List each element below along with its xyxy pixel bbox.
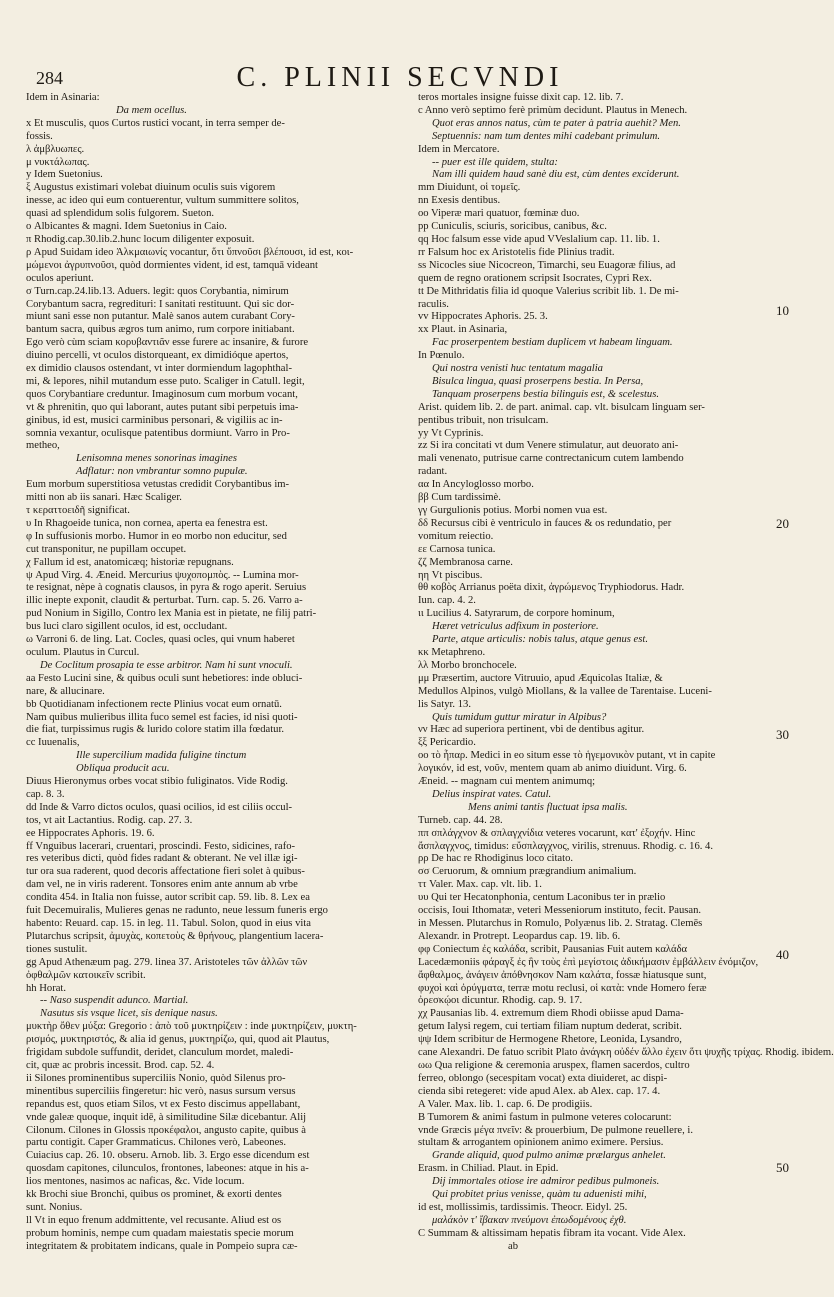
text-line: c Anno verò septimo ferè primùm decidunt. Plautus in Menech.	[418, 104, 688, 116]
text-line: Ille supercilium madida fuligine tinctum	[76, 750, 247, 762]
text-line: Cilonum. Cilones in Glossis προκέφαλοι, angusto capite, quibus à	[26, 1124, 306, 1136]
text-line: ginibus, id est, musici carminibus personari, & vigiliis ac in-	[26, 414, 283, 426]
text-line: ferreo, oblongo (secespitam vocat) exta diuideret, ac dispi-	[418, 1072, 668, 1084]
text-line: χχ Pausanias lib. 4. extremum diem Rhodi obiisse apud Dama-	[418, 1008, 684, 1020]
text-line: ττ Valer. Max. cap. vlt. lib. 1.	[418, 879, 542, 891]
text-line: vt & phrenitin, quo qui laborant, autes putant sibi perpetuis ima-	[26, 401, 299, 413]
text-line: oo Viperæ mari quatuor, fœminæ duo.	[418, 208, 580, 220]
text-line: ηη Vt piscibus.	[418, 569, 483, 581]
text-line: A Valer. Max. lib. 1. cap. 6. De prodigiis.	[418, 1098, 593, 1110]
text-line: mm Diuidunt, οἱ τομεῖς.	[418, 182, 521, 194]
text-line: ἄσπλαγχνος, timidus: εὔσπλαγχνος, virilis, strenuus. Rhodig. c. 16. 4.	[418, 840, 713, 852]
text-line: Obliqua producit acu.	[76, 763, 170, 775]
text-line: stultam & arrogantem opinionem animo eximere. Persius.	[418, 1137, 664, 1149]
text-line: cut transponitur, ne pupillam occupet.	[26, 543, 187, 555]
text-line: Quot eras annos natus, cùm te pater à patria auehit? Men.	[432, 117, 681, 129]
text-line: y Idem Suetonius.	[26, 169, 103, 181]
text-line: Nam illi quidem haud sanè diu est, cùm dentes exciderunt.	[432, 169, 680, 181]
text-line: cit, quæ ac probris incessit. Brod. cap. 52. 4.	[26, 1059, 215, 1071]
text-line: quasi ad splendidum solis fulgorem. Sueton.	[26, 208, 215, 220]
text-line: getum Ialysi regem, cui tertiam filiam nuptum dederat, scribit.	[418, 1021, 682, 1033]
page-header	[30, 62, 770, 96]
margin-line-number: 40	[776, 947, 789, 962]
text-line: π Rhodig.cap.30.lib.2.hunc locum diligenter exposuit.	[26, 233, 255, 245]
text-line: inesse, ac ideo qui eum contuerentur, vultum summittere solitos,	[26, 195, 299, 207]
text-line: bb Quotidianam infectionem recte Plinius vocat eum ornatū.	[26, 698, 282, 710]
text-line: occisis, Ioui Ithomatæ, veteri Messeniorum instituto, fecit. Pausan.	[418, 905, 702, 917]
text-line: qq Hoc falsum esse vide apud VVeslalium cap. 11. lib. 1.	[418, 233, 660, 245]
text-line: Hæret vetriculus adfixum in posteriore.	[432, 621, 599, 633]
running-title: C. PLINII SECVNDI	[236, 62, 564, 93]
text-line: fuit Decemuiralis, Mulieres genas ne radunto, neue lessum funeris ergo	[26, 905, 328, 917]
text-line: μ νυκτάλωπας.	[26, 156, 90, 168]
text-line: tos, vt ait Lactantius. Rodig. cap. 27. 3.	[26, 814, 193, 826]
text-line: τ κεραττοειδῆ significat.	[26, 505, 130, 516]
text-line: νν Hæc ad superiora pertinent, vbi de dentibus agitur.	[418, 724, 645, 736]
text-line: id est, mollissimis, tardissimis. Theocr. Eidyl. 25.	[418, 1201, 628, 1213]
text-line: γγ Gurgulionis potius. Morbi nomen vua est.	[418, 505, 608, 516]
text-line: Da mem ocellus.	[116, 104, 187, 116]
margin-line-number: 20	[776, 516, 789, 531]
text-line: somnia vexantur, oculisque patentibus dormiunt. Varro in Pro-	[26, 427, 290, 439]
left-column	[26, 92, 371, 1254]
text-line: pud Nonium in Sigillo, Contro lex Mania est in pietate, ne filij patri-	[26, 608, 317, 620]
text-line: lios mentones, nasimos ac naficas, &c. Vide locum.	[26, 1176, 245, 1188]
text-line: Alexandr. in Protrept. Leopardus cap. 19. lib. 6.	[418, 930, 621, 942]
text-line: vnde Græcis μέγα πνεῖν: & prouerbium, De pulmone reuellere, i.	[418, 1124, 693, 1136]
text-line: quos Corybantiare creduntur. Imaginosum cum morbum vocant,	[26, 388, 298, 400]
text-line: integritatem & probitatem indicans, quale in Pompeio supra cæ-	[26, 1240, 298, 1252]
text-line: ff Vnguibus lacerari, cruentari, proscindi. Festo, sidicines, rafo-	[26, 840, 296, 852]
text-line: Arist. quidem lib. 2. de part. animal. cap. vlt. bisulcam linguam ser-	[418, 401, 705, 413]
text-line: ss Nicocles siue Nicocreon, Timarchi, seu Euagoræ filius, ad	[418, 259, 676, 271]
text-line: quem de regno orationem scripsit Isocrates, Cypri Rex.	[418, 272, 652, 284]
text-line: Lacedæmoniis φάραγξ ἐς ἣν τοὺς ἐπὶ μεγίστοις ἀδικήμασιν ἐμβάλλειν ἐνόμιζον,	[418, 956, 759, 968]
text-line: θθ κοβὸς Arrianus poëta dixit, ἀγρώμενος Tryphiodorus. Hadr.	[418, 582, 685, 594]
text-line: tt De Mithridatis filia id quoque Valerius scribit lib. 1. De mi-	[418, 285, 679, 297]
text-line: ἄφθαλμος, ἀνάγειν ἀπόθνησκον Nam καλάτα, fossæ hiatusque sunt,	[418, 969, 707, 981]
text-line: Corybantum sacra, regredituri: I sanitati restituunt. Qui sic dor-	[26, 298, 295, 310]
text-line: yy Vt Cyprinis.	[418, 427, 484, 439]
text-line: cane Alexandri. De fatuo scribit Plato ἀνάγκη οὐδέν ἄλλο ἐχειν ὅτι ψυχῆς τρίχας. Rhodig. ibidem.	[418, 1047, 834, 1059]
text-line: μαλάκὸν τ' ἴβακαν πνεύμονι ἐπωδομένους ἐχθ.	[432, 1214, 627, 1226]
text-line: Bisulca lingua, quasi proserpens bestia. In Persa,	[432, 375, 644, 387]
text-line: Nam quibus mulieribus illita fuco semel est facies, id nisi quoti-	[26, 711, 298, 723]
text-line: δδ Recursus cibi è ventriculo in fauces & os redundatio, per	[418, 517, 672, 529]
text-line: Plutarchus scripsit, ἀμυχὰς, κοπετοὺς & θρήνους, plangentium lacera-	[26, 930, 324, 942]
text-line: ll Vt in equo frenum addmittente, vel recusante. Aliud est os	[26, 1214, 282, 1226]
text-line: μυκτὴρ ὄθεν μύξα: Gregorio : ἀπὸ τοῦ μυκτηρίζειν : inde μυκτηρίζειν, μυκτη-	[26, 1021, 357, 1033]
text-line: -- puer est ille quidem, stulta:	[432, 156, 558, 168]
text-line: χ Fallum id est, anatomicæq; historiæ repugnans.	[26, 556, 234, 568]
text-line: res veteribus dicti, quòd fides radant & obterant. Ne vel illæ igi-	[26, 853, 298, 865]
text-line: μώμενοι ἀγρυπνοῦσι, quòd dormientes vident, id est, tamquā videant	[26, 259, 318, 271]
text-line: hh Horat.	[26, 982, 67, 994]
page-number: 284	[36, 68, 63, 88]
text-line: Iun. cap. 4. 2.	[418, 595, 476, 607]
text-line: die fiat, turpissimus rugis & lurido colore statim illa fœdatur.	[26, 724, 285, 736]
text-line: condita 454. in Italia non fuisse, autor scribit cap. 59. lib. 8. Lex ea	[26, 892, 310, 904]
text-line: fossis.	[26, 130, 53, 142]
text-line: ψψ Idem scribitur de Hermogene Rhetore, Leonida, Lysandro,	[418, 1034, 682, 1046]
text-line: ὀφθαλμῶν κατοικεῖν scribit.	[26, 969, 146, 981]
margin-line-number: 50	[776, 1160, 789, 1175]
text-line: oculos aperiunt.	[26, 272, 94, 284]
text-line: mali venenato, putrisue carne contrectanicum cutem lambendo	[418, 453, 684, 465]
text-line: σ Turn.cap.24.lib.13. Aduers. legit: quos Corybantia, nimirum	[26, 285, 289, 297]
text-line: ρισμός, μυκτηριστός, & alia id genus, μυκτηρίζω, qui, quod ait Plautus,	[26, 1034, 330, 1046]
text-line: ο Albicantes & magni. Idem Suetonius in Caio.	[26, 221, 227, 233]
text-line: dam vel, ne in viris raderent. Tonsores enim ante annum ab vrbe	[26, 879, 298, 891]
text-line: ωω Qua religione & ceremonia aruspex, flamen sacerdos, cultro	[418, 1059, 690, 1071]
text-line: φ In suffusionis morbo. Humor in eo morbo non educitur, sed	[26, 530, 287, 542]
text-line: μμ Præsertim, auctore Vitruuio, apud Æquicolas Italiæ, &	[418, 672, 663, 684]
text-line: partu contigit. Caper Grammaticus. Chilones verò, Labeones.	[26, 1137, 287, 1149]
text-line: diuino percelli, vt oculos distorqueant, ex dimidióque apertos,	[26, 350, 289, 362]
text-line: Eum morbum superstitiosa vetustas credidit Corybantibus im-	[26, 479, 290, 491]
text-line: habento: Reuard. cap. 15. in leg. 11. Tabul. Solon, quod in eius vita	[26, 918, 311, 929]
text-line: B Tumorem & animi fastum in pulmone veteres colocarunt:	[418, 1111, 672, 1123]
text-line: υ In Rhagoeide tunica, non cornea, aperta ea fenestra est.	[26, 517, 268, 529]
text-line: Quis tumidum guttur miratur in Alpibus?	[432, 711, 607, 723]
text-line: vv Hippocrates Aphoris. 25. 3.	[418, 311, 548, 323]
text-line: ξ Augustus existimari volebat diuinum oculis suis vigorem	[26, 182, 276, 194]
text-line: oculum. Plautus in Curcul.	[26, 646, 140, 658]
text-line: kk Brochi siue Bronchi, quibus os prominet, & exorti dentes	[26, 1189, 282, 1201]
text-line: Qui probitet prius venisse, quàm tu aduenisti mihi,	[432, 1189, 647, 1201]
text-line: teros mortales insigne fuisse dixit cap. 12. lib. 7.	[418, 92, 624, 103]
text-line: ιι Lucilius 4. Satyrarum, de corpore hominum,	[418, 608, 615, 620]
text-line: xx Plaut. in Asinaria,	[418, 324, 508, 336]
text-line: Septuennis: nam tum dentes mihi cadebant primulum.	[432, 130, 661, 142]
text-line: De Coclitum prosapia te esse arbitror. Nam hi sunt vnoculi.	[40, 659, 293, 671]
text-line: repandus est, quos etiam Silos, vt ex Festo discimus appellabant,	[26, 1098, 301, 1110]
text-line: nare, & allucinare.	[26, 685, 105, 697]
text-line: bus luci claro sigillent oculos, id est, occludant.	[26, 621, 228, 633]
text-line: Grande aliquid, quod pulmo animæ prælargus anhelet.	[432, 1150, 666, 1162]
text-line: probum hominis, nempe cum quadam maiestatis specie morum	[26, 1227, 294, 1239]
text-line: -- Naso suspendit adunco. Martial.	[40, 995, 189, 1007]
text-line: οο τὸ ἧπαρ. Medici in eo situm esse τὸ ἡγεμονικὸν putant, vt in capite	[418, 750, 716, 762]
text-line: mitti non ab iis sanari. Hæc Scaliger.	[26, 492, 182, 504]
text-line: ρ Apud Suidam ideo Ἀλκμαιωνίς vocantur, ὅτι ὕπνοῦσι βλέπουσι, id est, κοι-	[26, 246, 354, 258]
text-line: ππ σπλάγχνον & σπλαγχνίδια veteres vocarunt, κατ' ἐξοχήν. Hinc	[418, 827, 696, 839]
text-line: metheo,	[26, 440, 60, 452]
text-line: Adflatur: non vmbrantur somno pupulæ.	[76, 466, 248, 478]
text-line: ὀρεσκῴοι dicuntur. Rhodig. cap. 9. 17.	[418, 995, 583, 1007]
text-line: nn Exesis dentibus.	[418, 195, 501, 207]
text-line: bantum sacra, quibus ægros tum animo, rum corpore initiabant.	[26, 324, 295, 336]
text-line: C Summam & altissimam hepatis fibram ita vocant. Vide Alex.	[418, 1227, 686, 1239]
text-line: in Messen. Plutarchus in Romulo, Polyænus lib. 2. Stratag. Clemēs	[418, 918, 703, 929]
text-line: φυχοὶ καὶ ὀρύγματα, terræ motu reclusi, οἱ κατὰ: vnde Homero feræ	[418, 982, 707, 994]
text-line: Fac proserpentem bestiam duplicem vt habeam linguam.	[432, 337, 673, 349]
text-line: κκ Metaphreno.	[418, 646, 486, 658]
text-line: Parte, atque articulis: nobis talus, atque genus est.	[432, 634, 648, 646]
text-line: mi, & lepores, nihil mutandum esse puto. Scaliger in Catull. legit,	[26, 375, 305, 387]
text-line: Æneid. -- magnam cui mentem animumq;	[418, 776, 596, 788]
text-line: Diuus Hieronymus orbes vocat stibio fuliginatos. Vide Rodig.	[26, 776, 288, 788]
text-line: cap. 8. 3.	[26, 788, 65, 800]
text-line: ξξ Pericardio.	[418, 737, 476, 749]
text-line: Delius inspirat vates. Catul.	[432, 788, 552, 800]
text-line: σσ Ceruorum, & omnium prægrandium animalium.	[418, 866, 637, 878]
text-line: Dij immortales otiose ire admiror pedibus pulmoneis.	[432, 1176, 660, 1188]
margin-line-number: 10	[776, 303, 789, 318]
text-line: Lenisomna menes sonorinas imagines	[76, 453, 237, 465]
text-line: φφ Coniectum ἐς καλάδα, scribit, Pausanias Fuit autem καλάδα	[418, 943, 688, 955]
text-line: frigidam subdole suffundit, deridet, clanculum mordet, maledi-	[26, 1047, 294, 1059]
text-line: Medullos Alpinos, vulgò Miollans, & la vallee de Tarentaise. Luceni-	[418, 685, 712, 697]
text-line: tiones sustulit.	[26, 943, 88, 955]
text-line: Erasm. in Chiliad. Plaut. in Epid.	[418, 1163, 559, 1175]
text-line: minentibus superciliis fingeretur: hic verò, nasus sursum versus	[26, 1085, 296, 1097]
text-line: raculis.	[418, 298, 449, 310]
text-line: dd Inde & Varro dictos oculos, quasi ocilios, id est ciliis occul-	[26, 801, 293, 813]
margin-line-number: 30	[776, 727, 789, 742]
text-line: pentibus tribuit, non trisulcam.	[418, 414, 549, 426]
text-line: ab	[508, 1240, 518, 1252]
text-line: cc Iuuenalis,	[26, 737, 80, 749]
text-line: cienda sibi retegeret: vide apud Alex. ab Alex. cap. 17. 4.	[418, 1085, 661, 1097]
text-line: vomitum reiectio.	[418, 530, 494, 542]
text-line: Mens animi tantis fluctuat ipsa malis.	[468, 801, 628, 813]
text-line: lis Satyr. 13.	[418, 698, 471, 710]
text-line: miunt sani esse non putantur. Malè sanos autem curabant Cory-	[26, 311, 295, 323]
text-line: pp Cuniculis, sciuris, soricibus, canibus, &c.	[418, 221, 607, 233]
text-line: quosdam capitones, cilunculos, frontones, labeones: atque in his a-	[26, 1163, 309, 1175]
text-line: rr Falsum hoc ex Aristotelis fide Plinius tradit.	[418, 246, 615, 258]
text-line: Turneb. cap. 44. 28.	[418, 814, 503, 826]
text-line: vnde galeæ quoque, inquit idē, à similitudine Silæ dicebantur. Alij	[26, 1111, 307, 1123]
text-line: gg Apud Athenæum pag. 279. linea 37. Aristoteles τῶν ἀλλῶν τῶν	[26, 956, 308, 968]
text-line: sunt. Nonius.	[26, 1201, 83, 1213]
text-line: Idem in Mercatore.	[418, 143, 500, 155]
text-line: λλ Morbo bronchocele.	[418, 659, 517, 671]
text-line: Cuiacius cap. 26. 10. obseru. Arnob. lib. 3. Ergo esse dicendum est	[26, 1150, 310, 1162]
text-line: illic inepte exponit, claudit & perturbat. Turn. cap. 5. 26. Varro a-	[26, 595, 303, 607]
text-line: tur ora sua raderent, quod decoris affectatione fieri solet à quibus-	[26, 866, 305, 878]
text-line: aa Festo Lucini sine, & quibus oculi sunt hebetiores: inde obluci-	[26, 672, 303, 684]
text-line: Tanquam proserpens bestia bilinguis est, & scelestus.	[432, 388, 659, 400]
text-line: ex dimidio clausos ostendant, vt inter dormiendum lagophthal-	[26, 363, 292, 375]
text-line: Idem in Asinaria:	[26, 92, 100, 103]
text-line: ψ Apud Virg. 4. Æneid. Mercurius ψυχοπομπὸς. -- Lumina mor-	[26, 569, 299, 581]
text-line: radant.	[418, 466, 448, 478]
text-line: Qui nostra venisti huc tentatum magalia	[432, 363, 603, 375]
text-line: λ ἀμβλυωπες.	[26, 143, 85, 155]
text-line: Ego verò cùm sciam κορυβαντιᾶν esse furere ac insanire, & furore	[26, 337, 309, 349]
text-line: ω Varroni 6. de ling. Lat. Cocles, quasi ocles, qui vnum haberet	[26, 634, 295, 646]
text-line: ρρ De hac re Rhodiginus loco citato.	[418, 853, 574, 865]
text-line: Nasutus sis vsque licet, sis denique nasus.	[40, 1008, 218, 1020]
text-line: λογικόν, id est, νοῦν, mentem quam ab animo diuidunt. Virg. 6.	[418, 763, 687, 775]
text-line: te resignat, nèpe à cognatis clausos, in pyra & rogo aperit. Seruius	[26, 582, 307, 594]
text-line: ζζ Membranosa carne.	[418, 556, 513, 568]
text-line: υυ Qui ter Hecatonphonia, centum Laconibus ter in prælio	[418, 892, 666, 904]
text-line: zz Si ira concitati vt dum Venere stimulatur, aut deuorato ani-	[418, 440, 679, 452]
text-line: εε Carnosa tunica.	[418, 543, 496, 555]
text-line: ee Hippocrates Aphoris. 19. 6.	[26, 827, 155, 839]
text-line: ββ Cum tardissimè.	[418, 492, 501, 504]
text-line: x Et musculis, quos Curtos rustici vocant, in terra semper de-	[26, 117, 285, 129]
text-line: ii Silones prominentibus superciliis Nonio, quòd Silenus pro-	[26, 1072, 286, 1084]
text-line: αα In Ancyloglosso morbo.	[418, 479, 534, 491]
text-line: In Pœnulo.	[418, 350, 465, 362]
